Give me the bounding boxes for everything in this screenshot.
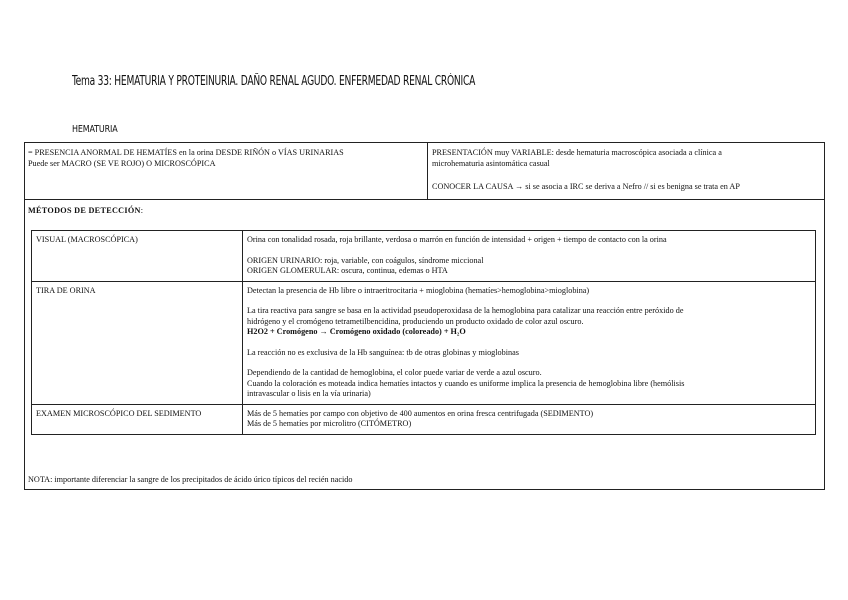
method-content [243, 281, 816, 404]
method-line: La tira reactiva para sangre se basa en la actividad pseudoperoxidasa de la hemoglobina para catalizar una reacción entre peróxido de [247, 306, 684, 315]
cause-line: CONOCER LA CAUSA → si se asocia a IRC se deriva a Nefro // si es benigna se trata en AP [432, 182, 740, 191]
method-line: ORIGEN GLOMERULAR: oscura, continua, edemas o HTA [247, 266, 448, 275]
presentation-line: PRESENTACIÓN muy VARIABLE: desde hematuria macroscópica asociada a clínica a [432, 148, 722, 157]
methods-heading-colon: : [140, 206, 144, 215]
hematuria-table [24, 142, 825, 490]
method-line: Dependiendo de la cantidad de hemoglobina, el color puede variar de verde a azul oscuro. [247, 368, 542, 377]
definition-line: = PRESENCIA ANORMAL DE HEMATÍES en la orina DESDE RIÑÓN o VÍAS URINARIAS [28, 148, 344, 157]
method-line: Más de 5 hematíes por microlitro (CITÓMETRO) [247, 419, 412, 428]
method-line: H2O2 + Cromógeno → Cromógeno oxidado (coloreado) + H₂O [247, 327, 466, 336]
method-line: Más de 5 hematíes por campo con objetivo de 400 aumentos en orina fresca centrifugada (SEDIMENTO) [247, 408, 594, 418]
definition-line: Puede ser MACRO (SE VE ROJO) O MICROSCÓPICA [28, 158, 216, 168]
method-line: intravascular o lisis en la vía urinaria) [247, 389, 371, 398]
page-title: Tema 33: HEMATURIA Y PROTEINURIA. DAÑO RENAL AGUDO. ENFERMEDAD RENAL CRÓNICA [72, 74, 476, 89]
methods-heading-text: MÉTODOS DE DETECCIÓN [28, 206, 141, 215]
presentation-cell [428, 143, 824, 200]
method-line: Orina con tonalidad rosada, roja brillante, verdosa o marrón en función de intensidad + origen + tiempo de contacto con la orina [247, 235, 667, 244]
method-label: VISUAL (MACROSCÓPICA) [32, 231, 243, 282]
method-line: Detectan la presencia de Hb libre o intraeritrocitaria + mioglobina (hematíes>hemoglobina>mioglobina) [247, 285, 590, 295]
spacer [247, 338, 811, 348]
spacer [247, 358, 811, 368]
method-content [243, 231, 816, 282]
spacer [247, 246, 811, 256]
method-content [243, 404, 816, 434]
definition-cell [25, 143, 428, 200]
method-line: hidrógeno y el cromógeno tetrametilbencidina, produciendo un producto oxidado de color azul oscuro. [247, 316, 584, 326]
methods-heading [28, 206, 143, 215]
methods-table [31, 230, 816, 435]
spacer [247, 296, 811, 306]
method-label: EXAMEN MICROSCÓPICO DEL SEDIMENTO [32, 404, 243, 434]
method-row-visual [32, 231, 816, 282]
method-label: TIRA DE ORINA [32, 281, 243, 404]
presentation-line: microhematuria asintomática casual [432, 158, 550, 168]
method-line: ORIGEN URINARIO: roja, variable, con coágulos, síndrome miccional [247, 255, 484, 265]
method-line: La reacción no es exclusiva de la Hb sanguínea: tb de otras globinas y mioglobinas [247, 347, 519, 357]
method-line: Cuando la coloración es moteada indica hematíes intactos y cuando es uniforme implica la presencia de hemoglobina libre (hemólisis [247, 378, 685, 388]
note: NOTA: importante diferenciar la sangre de los precipitados de ácido úrico típicos del recién nacido [28, 475, 353, 484]
method-row-sedimento [32, 404, 816, 434]
section-heading: HEMATURIA [72, 124, 118, 135]
method-row-tira [32, 281, 816, 404]
